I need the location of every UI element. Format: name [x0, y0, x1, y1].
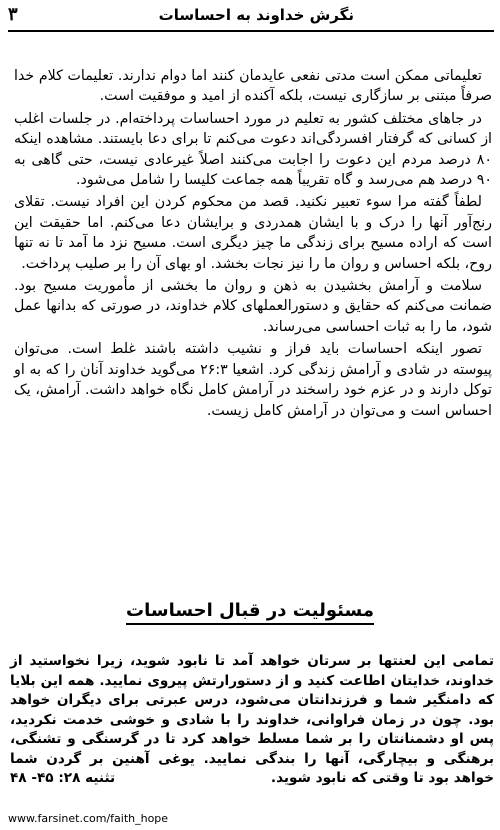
- paragraph: تصور اینکه احساسات باید فراز و نشیب داشته باشند غلط است. می‌توان پیوسته در شادی و آرامش زندگی کرد. اشعیا ۲۶:۳ می‌گوید خداوند آنان را که به او توکل دارند و در عزم خود راسخند در آرامش کامل نگاه خواهد داشت. آرامش، یک احساس است و می‌توان در آرامش کامل زیست.: [14, 341, 492, 419]
- section-heading: [0, 600, 500, 621]
- page-number: ۳: [8, 4, 18, 25]
- paragraph: تعلیماتی ممکن است مدتی نفعی عایدمان کنند اما دوام ندارند. تعلیمات کلام خدا صرفاً مبتنی بر سازگاری نیست، بلکه آکنده از امید و موفقیت است.: [14, 68, 492, 105]
- page-header: [8, 4, 494, 32]
- paragraph: سلامت و آرامش بخشیدن به ذهن و روان ما بخشی از مأموریت مسیح بود. ضمانت می‌کنم که حقایق و دستورالعملهای کلام خداوند، در صورتی که بدانها عمل شود، ما را به ثبات احساسی می‌رساند.: [14, 278, 492, 335]
- scripture-reference: تثنیه ۲۸: ۴۵- ۴۸: [10, 770, 116, 786]
- paragraph: در جاهای مختلف کشور به تعلیم در مورد احساسات پرداخته‌ام. در جلسات اغلب از کسانی که گرفتار افسردگی‌اند دعوت می‌کنم تا برای دعا بایستند. مشاهده اینکه ۸۰ درصد مردم این دعوت را اجابت می‌کنند اصلاً غیرعادی نیست، حتی گاهی به ۹۰ درصد هم می‌رسد و گاه تقریباً همه جماعت کلیسا را شامل می‌شود.: [14, 110, 492, 189]
- running-title: نگرش خداوند به احساسات: [158, 6, 354, 24]
- section-heading-text: مسئولیت در قبال احساسات: [126, 600, 374, 625]
- footer-url: www.farsinet.com/faith_hope: [8, 812, 169, 825]
- body-text: [14, 66, 492, 423]
- scripture-text: تمامی این لعنتها بر سرتان خواهد آمد تا نابود شوید، زیرا نخواستید از خداوند، خدایتان اطاعت کنید و از دستورارتش پیروی نمایید. همه این بلایا که دامنگیر شما و فرزندانتان می‌شود، درس عبرتی برای دیگران خواهد بود. چون در زمان فراوانی، خداوند را با شادی و خوشی خدمت نکردید، پس او دشمنانتان را بر شما مسلط خواهد کرد تا در گرسنگی و تشنگی، برهنگی و بیچارگی، آنها را بندگی نمایید. یوغی آهنین بر گردن شما خواهد بود تا وقتی که نابود شوید.: [10, 653, 494, 786]
- scripture-quote: [10, 652, 494, 789]
- paragraph: لطفاً گفته مرا سوء تعبیر نکنید. قصد من محکوم کردن این افراد نیست. تقلای رنج‌آور آنها را درک و با ایشان همدردی و برایشان دعا می‌کنم. اما حقیقت این است که اراده مسیح برای زندگی ما چیز دیگری است. مسیح نزد ما آمد تا نه تنها روح، بلکه احساس و روان ما را نیز نجات بخشد. او بهای آن را بر صلیب پرداخت.: [14, 194, 492, 272]
